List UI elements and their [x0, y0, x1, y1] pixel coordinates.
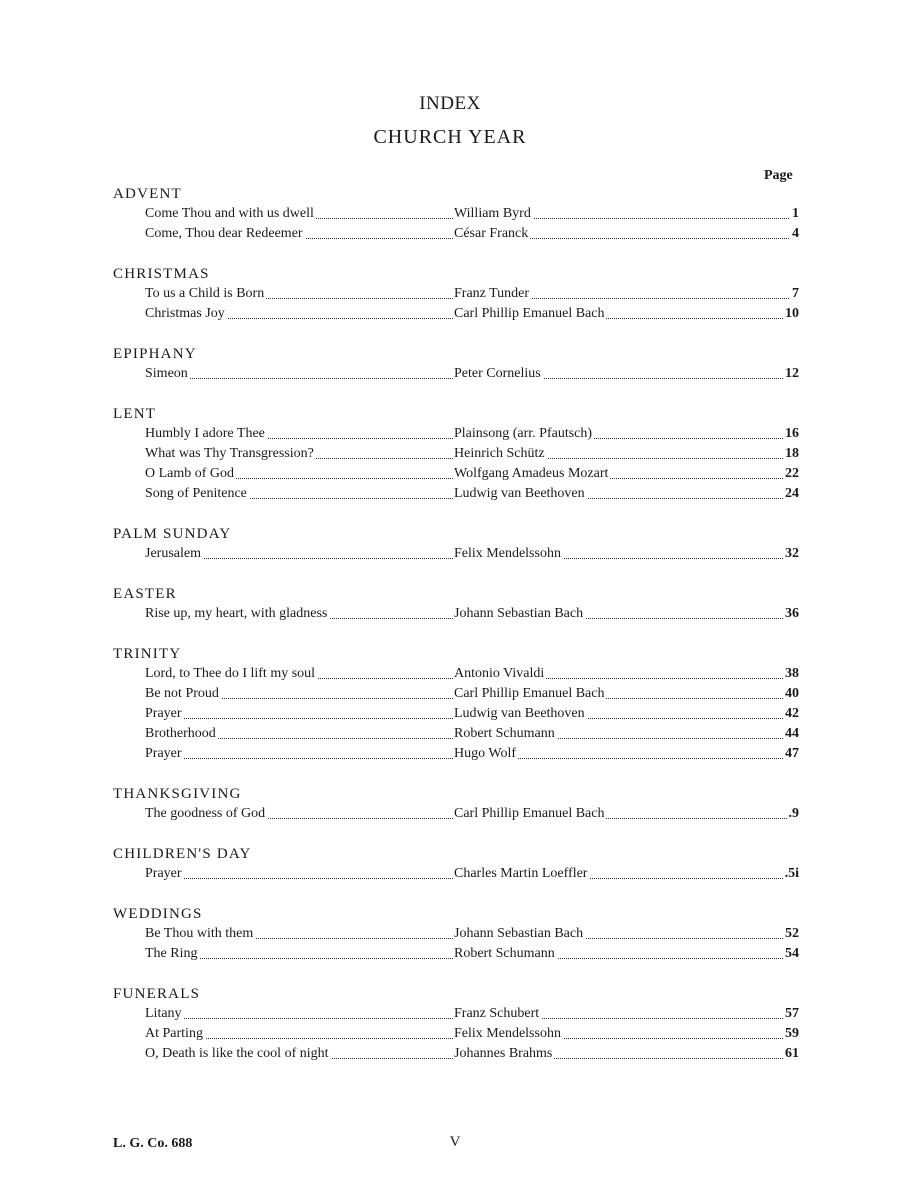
song-title: Be not Proud [145, 684, 221, 704]
section-title: EPIPHANY [113, 346, 197, 362]
page-number: 10 [783, 304, 799, 324]
song-title: The Ring [145, 944, 200, 964]
song-title: Brotherhood [145, 724, 218, 744]
section-title: CHRISTMAS [113, 266, 210, 282]
composer-name: Peter Cornelius [454, 364, 543, 384]
song-title: The goodness of God [145, 804, 267, 824]
index-entry [113, 664, 799, 684]
composer-name: Johannes Brahms [454, 1044, 554, 1064]
section-title: CHILDREN'S DAY [113, 846, 252, 862]
index-entry [113, 464, 799, 484]
page-number: 52 [783, 924, 799, 944]
index-entry [113, 424, 799, 444]
index-entry [113, 944, 799, 964]
composer-name: Wolfgang Amadeus Mozart [454, 464, 610, 484]
index-entry [113, 684, 799, 704]
song-title: Jerusalem [145, 544, 203, 564]
song-title: Simeon [145, 364, 190, 384]
index-entry [113, 364, 799, 384]
index-entry [113, 604, 799, 624]
song-title: Be Thou with them [145, 924, 255, 944]
page-number: 12 [783, 364, 799, 384]
index-section [113, 584, 799, 624]
page-number: 7 [790, 284, 799, 304]
page-number: 47 [783, 744, 799, 764]
index-entry [113, 224, 799, 244]
song-title: O Lamb of God [145, 464, 236, 484]
index-title: INDEX [419, 93, 481, 114]
index-entry [113, 744, 799, 764]
song-title: Come Thou and with us dwell [145, 204, 316, 224]
composer-name: Ludwig van Beethoven [454, 484, 587, 504]
song-title: At Parting [145, 1024, 205, 1044]
song-title: Song of Penitence [145, 484, 249, 504]
composer-name: César Franck [454, 224, 530, 244]
composer-name: Felix Mendelssohn [454, 544, 563, 564]
page-number: 32 [783, 544, 799, 564]
composer-name: Hugo Wolf [454, 744, 518, 764]
page-numeral: V [449, 1134, 461, 1150]
composer-name: Franz Schubert [454, 1004, 541, 1024]
song-title: Prayer [145, 704, 184, 724]
catalog-number: L. G. Co. 688 [113, 1136, 193, 1151]
song-title: Prayer [145, 744, 184, 764]
composer-name: William Byrd [454, 204, 533, 224]
composer-name: Robert Schumann [454, 944, 557, 964]
page-number: 24 [783, 484, 799, 504]
index-entry [113, 804, 799, 824]
page-number: 61 [783, 1044, 799, 1064]
section-title: LENT [113, 406, 157, 422]
index-list [113, 184, 799, 1084]
page-number: 54 [783, 944, 799, 964]
page-number: 40 [783, 684, 799, 704]
composer-name: Carl Phillip Emanuel Bach [454, 304, 606, 324]
composer-name: Plainsong (arr. Pfautsch) [454, 424, 594, 444]
index-section [113, 524, 799, 564]
page-number: 1 [790, 204, 799, 224]
index-entry [113, 544, 799, 564]
song-title: Lord, to Thee do I lift my soul [145, 664, 317, 684]
index-entry [113, 724, 799, 744]
page-number: 38 [783, 664, 799, 684]
index-section [113, 904, 799, 964]
index-entry [113, 284, 799, 304]
section-title: ADVENT [113, 186, 182, 202]
index-entry [113, 204, 799, 224]
index-section [113, 844, 799, 884]
index-entry [113, 1024, 799, 1044]
composer-name: Antonio Vivaldi [454, 664, 546, 684]
page-number: 36 [783, 604, 799, 624]
index-entry [113, 1044, 799, 1064]
composer-name: Johann Sebastian Bach [454, 604, 585, 624]
index-entry [113, 444, 799, 464]
composer-name: Heinrich Schütz [454, 444, 547, 464]
index-entry [113, 304, 799, 324]
index-entry [113, 484, 799, 504]
page-number: .9 [787, 804, 800, 824]
section-title: FUNERALS [113, 986, 201, 1002]
composer-name: Felix Mendelssohn [454, 1024, 563, 1044]
composer-name: Carl Phillip Emanuel Bach [454, 684, 606, 704]
composer-name: Ludwig van Beethoven [454, 704, 587, 724]
section-title: THANKSGIVING [113, 786, 242, 802]
index-section [113, 184, 799, 244]
index-section [113, 344, 799, 384]
song-title: Christmas Joy [145, 304, 227, 324]
index-entry [113, 864, 799, 884]
section-title: EASTER [113, 586, 177, 602]
section-title: WEDDINGS [113, 906, 203, 922]
composer-name: Charles Martin Loeffler [454, 864, 589, 884]
index-entry [113, 924, 799, 944]
composer-name: Robert Schumann [454, 724, 557, 744]
page-number: 4 [790, 224, 799, 244]
page-number: 42 [783, 704, 799, 724]
song-title: O, Death is like the cool of night [145, 1044, 331, 1064]
page-number: .5i [783, 864, 799, 884]
index-section [113, 404, 799, 504]
index-section [113, 784, 799, 824]
index-section [113, 644, 799, 764]
index-entry [113, 1004, 799, 1024]
index-section [113, 264, 799, 324]
page-number: 44 [783, 724, 799, 744]
page-number: 18 [783, 444, 799, 464]
page-number: 57 [783, 1004, 799, 1024]
composer-name: Johann Sebastian Bach [454, 924, 585, 944]
page-column-header: Page [764, 168, 793, 183]
section-title: PALM SUNDAY [113, 526, 232, 542]
page-number: 16 [783, 424, 799, 444]
song-title: Rise up, my heart, with gladness [145, 604, 329, 624]
song-title: What was Thy Transgression? [145, 444, 316, 464]
composer-name: Franz Tunder [454, 284, 531, 304]
index-entry [113, 704, 799, 724]
page-number: 22 [783, 464, 799, 484]
page-number: 59 [783, 1024, 799, 1044]
song-title: Prayer [145, 864, 184, 884]
composer-name: Carl Phillip Emanuel Bach [454, 804, 606, 824]
song-title: Litany [145, 1004, 184, 1024]
index-subtitle: CHURCH YEAR [373, 126, 527, 148]
index-section [113, 984, 799, 1064]
song-title: Come, Thou dear Redeemer [145, 224, 305, 244]
song-title: To us a Child is Born [145, 284, 266, 304]
section-title: TRINITY [113, 646, 182, 662]
song-title: Humbly I adore Thee [145, 424, 267, 444]
